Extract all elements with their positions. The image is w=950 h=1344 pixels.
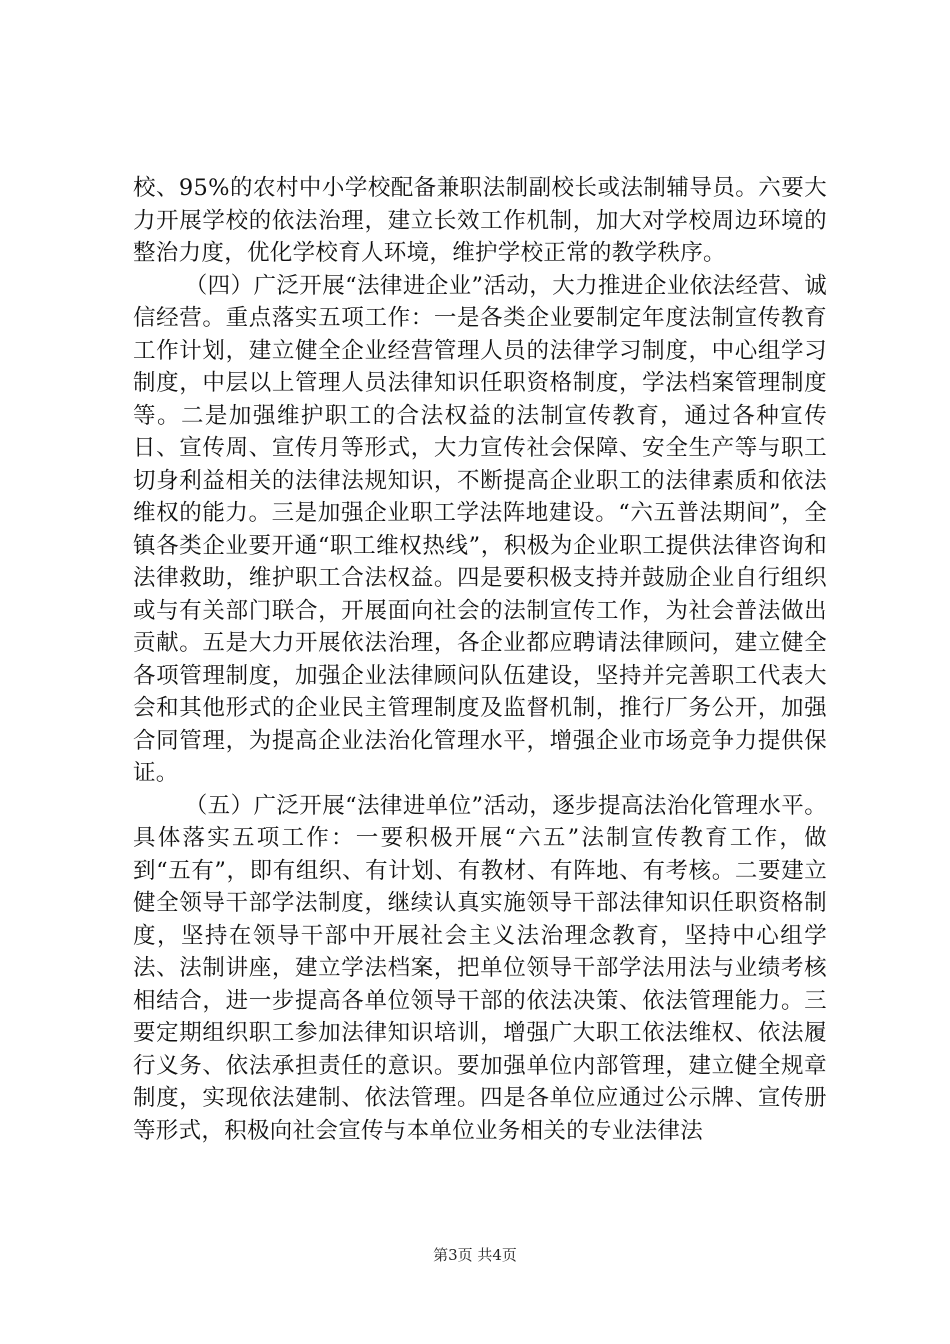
paragraph-continuation: 校、95%的农村中小学校配备兼职法制副校长或法制辅导员。六要大力开展学校的依法治理，建立长效工作机制，加大对学校周边环境的整治力度，优化学校育人环境，维护学校正常的教学秩序。 [133,175,827,266]
paragraph-section-5: （五）广泛开展“法律进单位”活动，逐步提高法治化管理水平。具体落实五项工作：一要积极开展“六五”法制宣传教育工作，做到“五有”，即有组织、有计划、有教材、有阵地、有考核。二要建立健全领导干部学法制度，继续认真实施领导干部法律知识任职资格制度，坚持在领导干部中开展社会主义法治理念教育，坚持中心组学法、法制讲座，建立学法档案，把单位领导干部学法用法与业绩考核相结合，进一步提高各单位领导干部的依法决策、依法管理能力。三要定期组织职工参加法律知识培训，增强广大职工依法维权、依法履行义务、依法承担责任的意识。要加强单位内部管理，建立健全规章制度，实现依法建制、依法管理。四是各单位应通过公示牌、宣传册等形式，积极向社会宣传与本单位业务相关的专业法律法 [133,792,827,1144]
document-body [133,172,827,1147]
page-number: 第3页 共4页 [433,1246,517,1264]
page-footer [0,1245,950,1265]
paragraph-section-4: （四）广泛开展“法律进企业”活动，大力推进企业依法经营、诚信经营。重点落实五项工作：一是各类企业要制定年度法制宣传教育工作计划，建立健全企业经营管理人员的法律学习制度，中心组学习制度，中层以上管理人员法律知识任职资格制度，学法档案管理制度等。二是加强维护职工的合法权益的法制宣传教育，通过各种宣传日、宣传周、宣传月等形式，大力宣传社会保障、安全生产等与职工切身利益相关的法律法规知识，不断提高企业职工的法律素质和依法维权的能力。三是加强企业职工学法阵地建设。“六五普法期间”，全镇各类企业要开通“职工维权热线”，积极为企业职工提供法律咨询和法律救助，维护职工合法权益。四是要积极支持并鼓励企业自行组织或与有关部门联合，开展面向社会的法制宣传工作，为社会普法做出贡献。五是大力开展依法治理，各企业都应聘请法律顾问，建立健全各项管理制度，加强企业法律顾问队伍建设，坚持并完善职工代表大会和其他形式的企业民主管理制度及监督机制，推行厂务公开，加强合同管理，为提高企业法治化管理水平，增强企业市场竞争力提供保证。 [133,272,827,786]
